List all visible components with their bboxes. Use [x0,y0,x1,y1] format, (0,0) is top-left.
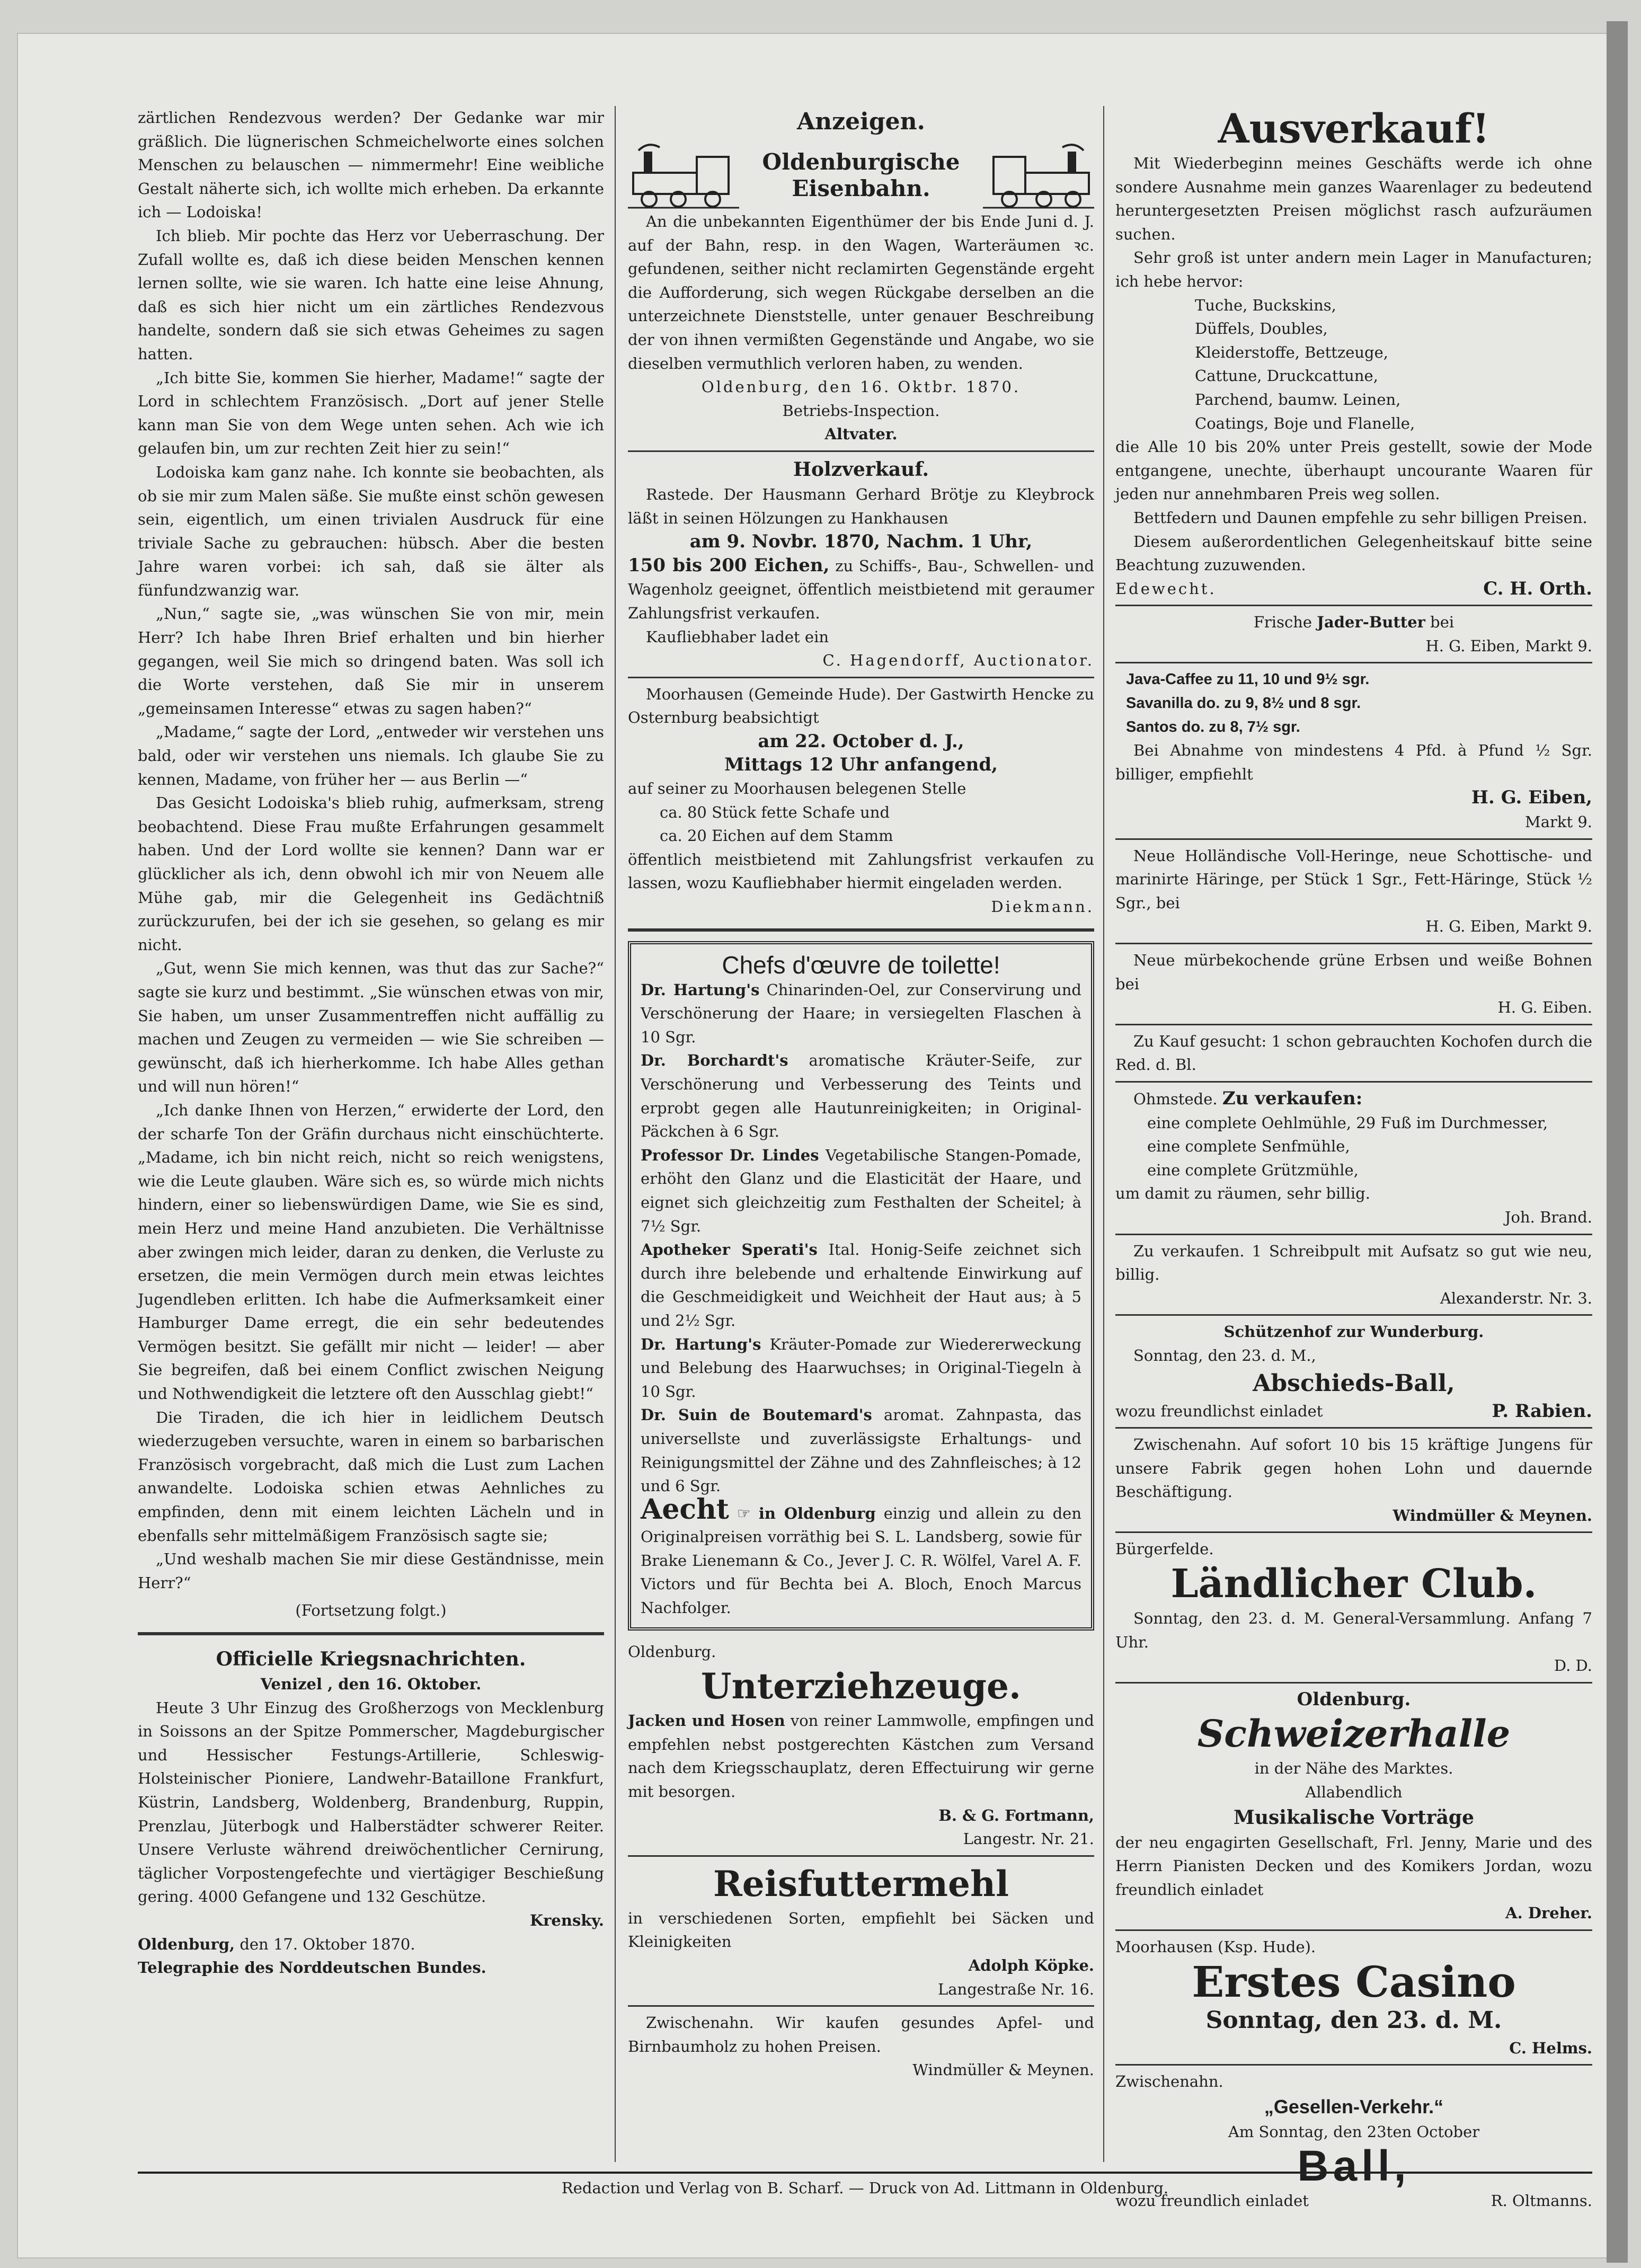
railway-title-line1: Oldenburgische [762,149,960,175]
coffee-price: Santos do. zu 8, 7½ sgr. [1126,718,1300,736]
unterzieh-products: Jacken und Hosen [628,1712,785,1730]
war-news [138,1646,604,1980]
kochofen-ad: Zu Kauf gesucht: 1 schon gebrauchten Kochofen durch die Red. d. Bl. [1115,1032,1592,1074]
war-news-title: Officielle Kriegsnachrichten. [216,1648,526,1670]
ads-header: Anzeigen. [797,108,925,135]
sale-intro: Mit Wiederbeginn meines Geschäfts werde ich ohne sondere Ausnahme mein ganzes Waarenlager zu bedeutend heruntergesetzten Preisen möglichst rasch aufzuräumen suchen. [1115,154,1592,243]
muehle-body: um damit zu räumen, sehr billig. [1115,1184,1370,1203]
schweizerhalle-ad [1115,1688,1592,1925]
apfel-signature: Windmüller & Meynen. [912,2061,1094,2079]
butter-signature: H. G. Eiben, Markt 9. [1425,636,1592,655]
erbsen-signature: H. G. Eiben. [1497,998,1592,1017]
muehle-place: Ohmstede. [1133,1089,1218,1108]
reis-address: Langestraße Nr. 16. [938,1980,1094,1998]
story-paragraph: Ich blieb. Mir pochte das Herz vor Ueberraschung. Der Zufall wollte es, daß ich diese beiden Menschen kennen lernen sollte, wie sie waren. Ich hatte eine leise Ahnung, daß es sich hier nicht um ein zärtliches Rendezvous handelte, sondern daß sie sich etwas Geheimes zu sagen hatten. [138,226,604,363]
divider [1115,1682,1592,1684]
reis-body: in verschiedenen Sorten, empfiehlt bei Säcken und Kleinigkeiten [628,1909,1094,1951]
railway-body: An die unbekannten Eigenthümer der bis Ende Juni d. J. auf der Bahn, resp. in den Wagen, Warteräumen ꝛc. gefundenen, seither nicht reclamirten Gegenstände ergeht die Aufforderung, sich wegen Rückgabe derselben an die unterzeichnete Dienststelle, unter genauer Beschreibung der von ihnen vermißten Gegenstände und Angabe, wo sie dieselben vermuthlich verloren haben, zu wenden. [628,212,1094,373]
war-news-place: Oldenburg, [138,1935,235,1953]
sale-item: Parchend, baumw. Leinen, [1195,390,1401,409]
club-title: Ländlicher Club. [1170,1561,1537,1607]
toilette-ad [628,941,1094,1631]
club-place: Bürgerfelde. [1115,1540,1214,1558]
schweizerhalle-body: der neu engagirten Gesellschaft, Frl. Jenny, Marie und des Herrn Pianisten Decken und des Komikers Jordan, wozu freundlich einladet [1115,1833,1592,1899]
product-name: Dr. Hartung's [641,1335,761,1353]
wunderburg-title: Schützenhof zur Wunderburg. [1223,1323,1484,1341]
ball-date: Am Sonntag, den 23ten October [1228,2122,1480,2141]
railway-date: Oldenburg, den 16. Oktbr. 1870. [701,378,1021,396]
schweizerhalle-sub: Allabendlich [1305,1783,1403,1802]
wunderburg-invite: wozu freundlichst einladet [1115,1402,1323,1420]
divider [1115,1427,1592,1429]
butter-prefix: Frische [1253,613,1312,632]
divider [628,450,1094,452]
unterziehzeuge-ad [628,1640,1094,1851]
divider [1115,1081,1592,1083]
divider [1115,605,1592,606]
unterzieh-place: Oldenburg. [628,1642,716,1661]
product-description: Kräuter-Pomade zur Wiedererweckung und Belebung des Haarwuchses; in Original-Tiegeln à 10 Sgr. [641,1335,1081,1401]
ball-title: Ball, [1297,2142,1411,2191]
toilette-title: Chefs d'œuvre de toilette! [722,951,1000,979]
club-body: Sonntag, den 23. d. M. General-Versammlung. Anfang 7 Uhr. [1115,1609,1592,1651]
club-signature: D. D. [1554,1656,1592,1675]
product-name: Professor Dr. Lindes [641,1146,819,1164]
war-news-source: Telegraphie des Norddeutschen Bundes. [138,1959,486,1977]
divider [1115,1314,1592,1316]
divider [628,677,1094,678]
apfelholz-ad [628,2011,1094,2082]
ball-place: Zwischenahn. [1115,2072,1223,2091]
auction-location: auf seiner zu Moorhausen belegenen Stelle [628,779,966,798]
auction-item: ca. 80 Stück fette Schafe und [660,803,890,821]
war-news-dateline: Venizel , den 16. Oktober. [260,1675,482,1693]
reis-signature: Adolph Köpke. [968,1956,1094,1974]
wood-sale-body: zu Schiffs-, Bau-, Schwellen- und Wagenholz geeignet, öffentlich meistbietend mit geraumer Zahlungsfrist verkaufen. [628,556,1094,622]
schweizerhalle-title: Schweizerhalle [1197,1712,1511,1756]
divider [1115,2064,1592,2066]
sale-prices: die Alle 10 bis 20% unter Preis gestellt, sowie der Mode entgangene, unechte, überhaupt uncourante Waaren für jeden nur annehmbaren Preis weg sollen. [1115,438,1592,503]
ball-signature: R. Oltmanns. [1491,2192,1592,2210]
club-ad [1115,1537,1592,1677]
war-news-body: Heute 3 Uhr Einzug des Großherzogs von Mecklenburg in Soissons an der Spitze Pommerscher, Magdeburgischer und Hessischer Festungs-Artillerie, Schleswig-Holsteinischer Pioniere, Landwehr-Bataillone Frankfurt, Küstrin, Landsberg, Woldenberg, Brandenburg, Ruppin, Prenzlau, Jüterbogk und Halberstädter schwerer Reiter. Unsere Verluste während dreiwöchentlicher Cernirung, täglicher Vorpostengefechte und viertägiger Beschießung gering. 4000 Gefangene und 132 Geschütze. [138,1698,604,1906]
product-description: aromatische Kräuter-Seife, zur Verschönerung und Verbesserung des Teints und erprobt gegen alle Hautunreinigkeiten; in Original-Päckchen à 6 Sgr. [641,1051,1081,1141]
butter-ad [1115,610,1592,658]
muehle-heading: Zu verkaufen: [1222,1087,1363,1109]
railway-ad [628,141,1094,446]
story-paragraph: „Und weshalb machen Sie mir diese Geständnisse, mein Herr?“ [138,1550,604,1592]
auction-time: Mittags 12 Uhr anfangend, [724,754,998,776]
ausverkauf-ad [1115,106,1592,600]
hering-signature: H. G. Eiben, Markt 9. [1425,917,1592,936]
schweizerhalle-program: Musikalische Vorträge [1234,1806,1474,1829]
jungen-body: Zwischenahn. Auf sofort 10 bis 15 kräftige Jungens für unsere Fabrik gegen hohen Lohn und dauernde Beschäftigung. [1115,1436,1592,1501]
column-2 [628,106,1094,2082]
reisfuttermehl-ad [628,1861,1094,2001]
product-description: Vegetabilische Stangen-Pomade, erhöht den Glanz und die Elasticität der Haare, und eignet sich gleichzeitig zum Festhalten der Scheitel; à 7½ Sgr. [641,1146,1082,1235]
railway-title-line2: Eisenbahn. [792,175,930,201]
auction-intro: Moorhausen (Gemeinde Hude). Der Gastwirth Hencke zu Osternburg beabsichtigt [628,685,1094,727]
wunderburg-signature: P. Rabien. [1492,1400,1592,1422]
story-paragraph: Die Tiraden, die ich hier in leidlichem Deutsch wiederzugeben versuchte, waren in einem so barbarischen Französisch vorgebracht, daß mich die Lust zum Lachen anwandelte. Lodoiska schien etwas Aehnliches zu empfinden, denn mit einem leichten Lächeln und in ebenfalls sehr mittelmäßigem Französisch sagte sie; [138,1408,604,1545]
war-news-signature: Krensky. [529,1911,604,1929]
unterzieh-title: Unterziehzeuge. [701,1665,1021,1707]
divider [1115,1024,1592,1025]
product-description: aromat. Zahnpasta, das universellste und zuverlässigste Erhaltungs- und Reinigungsmittel der Zähne und des Zahnfleisches; à 12 und 6 Sgr. [641,1406,1082,1495]
story-paragraph: Das Gesicht Lodoiska's blieb ruhig, aufmerksam, streng beobachtend. Diese Frau mußte Erfahrungen gesammelt haben. Und der Lord wollte sie kennen? Dann war er glücklicher als ich, denn obwohl ich mir von Neuem alle Mühe gab, mir die Gelegenheit ins Gedächtniß zurückzurufen, bei der ich sie gesehen, so gelang es mir nicht. [138,794,604,954]
pult-body: Zu verkaufen. 1 Schreibpult mit Aufsatz so gut wie neu, billig. [1115,1242,1592,1284]
story-paragraph: „Gut, wenn Sie mich kennen, was thut das zur Sache?“ sagte sie kurz und bestimmt. „Sie wünschen etwas von mir, Sie haben, um unser Zusammentreffen nicht auffällig zu machen und Zeugen zu vermeiden — wie Sie schreiben — gewünscht, daß ich hierherkomme. Ich habe Alles gethan und will nun hören!“ [138,959,604,1096]
ball-society: „Gesellen-Verkehr.“ [1264,2095,1444,2118]
divider [1115,662,1592,663]
product-name: Dr. Borchardt's [641,1051,788,1070]
wood-sale-signature: C. Hagendorff, Auctionator. [822,651,1094,670]
schweizerhalle-sub: in der Nähe des Marktes. [1254,1759,1453,1778]
column-divider [615,106,616,2162]
wood-sale-invite: Kaufliebhaber ladet ein [646,627,829,646]
ball-invite: wozu freundlich einladet [1115,2192,1309,2210]
divider [628,1855,1094,1857]
wood-sale-quantity: 150 bis 200 Eichen, [628,554,830,576]
schreibpult-ad [1115,1239,1592,1310]
column-1 [138,106,604,1980]
locomotive-icon [628,141,739,210]
pult-address: Alexanderstr. Nr. 3. [1440,1289,1592,1307]
schweizerhalle-signature: A. Dreher. [1505,1904,1592,1923]
sale-item: Cattune, Druckcattune, [1195,367,1378,385]
butter-product: Jader-Butter [1317,613,1425,632]
coffee-signature: H. G. Eiben, [1471,787,1592,809]
hering-body: Neue Holländische Voll-Heringe, neue Schottische- und marinirte Häringe, per Stück 1 Sgr., Fett-Häringe, Stück ½ Sgr., bei [1115,846,1592,912]
story-paragraph: „Madame,“ sagte der Lord, „entweder wir verstehen uns bald, oder wir verstehen uns niemals. Ich glaube Sie zu kennen, Madame, von früher her — aus Berlin —“ [138,723,604,789]
erbsen-body: Neue mürbekochende grüne Erbsen und weiße Bohnen bei [1115,951,1592,993]
wood-sale-title: Holzverkauf. [793,458,929,481]
story-paragraph: „Nun,“ sagte sie, „was wünschen Sie von mir, mein Herr? Ich habe Ihren Brief erhalten und bin hierher gegangen, weil Sie mich so dringend baten. Was soll ich die Worte verstehen, daß Sie mir in unserem „gemeinsamen Interesse“ etwas zu sagen haben?“ [138,605,604,717]
product-description: Ital. Honig-Seife zeichnet sich durch ihre belebende und erhaltende Einwirkung auf die Geschmeidigkeit und Weichheit der Haut aus; à 5 und 2½ Sgr. [641,1241,1082,1330]
railway-signature: Altvater. [824,425,898,444]
sale-place: Edewecht. [1115,579,1217,598]
unterzieh-signature: B. & G. Fortmann, [938,1806,1094,1824]
auction-body: öffentlich meistbietend mit Zahlungsfrist verkaufen zu lassen, wozu Kaufliebhaber hiermit eingeladen werden. [628,850,1094,892]
coffee-price: Java-Caffee zu 11, 10 und 9½ sgr. [1126,671,1370,688]
wood-sale-ad [628,456,1094,672]
sale-note: Diesem außerordentlichen Gelegenheitskauf bitte seine Beachtung zuzuwenden. [1115,532,1592,574]
column-3 [1115,106,1592,2213]
schweizerhalle-place: Oldenburg. [1297,1688,1411,1710]
coffee-address: Markt 9. [1525,813,1592,831]
divider [1115,838,1592,840]
unterzieh-body: von reiner Lammwolle, empfingen und empfehlen nebst postgerechten Kästchen zum Versand nach dem Kriegsschauplatz, deren Effectuirung wir gerne mit besorgen. [628,1712,1094,1801]
serial-story [138,106,604,1623]
coffee-price: Savanilla do. zu 9, 8½ und 8 sgr. [1126,695,1361,712]
coffee-body: Bei Abnahme von mindestens 4 Pfd. à Pfund ½ Sgr. billiger, empfiehlt [1115,741,1592,783]
coffee-ad [1115,668,1592,834]
story-paragraph: zärtlichen Rendezvous werden? Der Gedanke war mir gräßlich. Die lügnerischen Schmeichelworte eines solchen Menschen zu belauschen — nimmermehr! Eine weibliche Gestalt näherte sich, ich wollte mich erheben. Da erkannte ich — Lodoiska! [138,109,604,222]
product-name: Dr. Suin de Boutemard's [641,1406,872,1424]
column-divider [1103,106,1104,2162]
sale-title: Ausverkauf! [1218,105,1490,152]
sale-item: Coatings, Boje und Flanelle, [1195,414,1415,432]
divider [628,2005,1094,2007]
muehle-ad [1115,1087,1592,1229]
railway-dept: Betriebs-Inspection. [782,401,940,420]
page-edge [1607,21,1628,2263]
wunderburg-ball: Abschieds-Ball, [1253,1369,1455,1397]
story-paragraph: „Ich danke Ihnen von Herzen,“ erwiderte der Lord, den der scharfe Ton der Gräfin durchaus nicht einschüchterte. „Madame, ich bin nicht reich, nicht so reich wenigstens, wie die Leute glauben. Wäre sich es, so würde mich nichts hindern, einer so liebenswürdigen Dame, wie Sie es sind, mein Herz und meine Hand anzubieten. Die Verhältnisse aber zwingen mich leider, daran zu denken, die Verluste zu ersetzen, die mein Vermögen durch mein etwas leichtes Jugendleben erlitten. Ich habe die Aufmerksamkeit einer Hamburger Dame erregt, die ein sehr bedeutendes Vermögen besitzt. Sie gefällt mir nicht — leider! — aber Sie begreifen, daß bei einem Conflict zwischen Neigung und Nothwendigkeit die letztere oft den Ausschlag giebt!“ [138,1101,604,1403]
imprint-footer: Redaction und Verlag von B. Scharf. — Druck von Ad. Littmann in Oldenburg. [138,2172,1592,2197]
wunderburg-ad [1115,1320,1592,1423]
casino-title: Erstes Casino [1192,1956,1516,2007]
reis-title: Reisfuttermehl [713,1863,1009,1904]
butter-bei: bei [1430,613,1454,632]
muehle-item: eine complete Grützmühle, [1147,1160,1359,1179]
wood-sale-date: am 9. Novbr. 1870, Nachm. 1 Uhr, [689,531,1033,553]
divider [1115,1531,1592,1533]
unterzieh-address: Langestr. Nr. 21. [963,1830,1094,1848]
locomotive-icon [983,141,1094,210]
wood-sale-intro: Rastede. Der Hausmann Gerhard Brötje zu Kleybrock läßt in seinen Hölzungen zu Hankhausen [628,485,1094,527]
product-description: Chinarinden-Oel, zur Conservirung und Verschönerung der Haare; in versiegelten Flaschen à 10 Sgr. [641,980,1082,1046]
muehle-item: eine complete Oehlmühle, 29 Fuß im Durchmesser, [1147,1113,1548,1132]
sale-signature: C. H. Orth. [1483,578,1592,599]
toilette-retailers: einzig und allein zu den Originalpreisen vorräthig bei S. L. Landsberg, sowie für Brake Lienemann & Co., Jever J. C. R. Wölfel, Varel A. F. Victors und für Bechta bei A. Bloch, Enoch Marcus Nachfolger. [641,1504,1082,1617]
divider [1115,943,1592,944]
product-name: Apotheker Sperati's [641,1241,818,1259]
erbsen-ad [1115,949,1592,1020]
divider [1115,1234,1592,1235]
casino-place: Moorhausen (Ksp. Hude). [1115,1938,1316,1956]
divider [138,1632,604,1635]
casino-date: Sonntag, den 23. d. M. [1205,2006,1502,2034]
product-name: Dr. Hartung's [641,980,760,999]
continued-note: (Fortsetzung folgt.) [295,1601,447,1620]
divider [1115,1929,1592,1931]
jungen-signature: Windmüller & Meynen. [1392,1506,1592,1525]
pointing-hand-icon: ☞ [737,1504,751,1522]
hering-ad [1115,844,1592,938]
auction-signature: Diekmann. [991,898,1094,916]
casino-ad [1115,1935,1592,2060]
sale-bedding: Bettfedern und Daunen empfehle zu sehr billigen Preisen. [1133,508,1587,527]
muehle-signature: Joh. Brand. [1504,1208,1592,1226]
sale-item: Düffels, Doubles, [1195,320,1328,338]
sale-item: Kleiderstoffe, Bettzeuge, [1195,343,1389,361]
jungen-ad [1115,1433,1592,1527]
toilette-location: in Oldenburg [758,1504,876,1522]
auction-date: am 22. October d. J., [758,730,964,752]
casino-signature: C. Helms. [1509,2039,1592,2057]
muehle-item: eine complete Senfmühle, [1147,1137,1350,1156]
sale-item: Tuche, Buckskins, [1195,296,1336,314]
wunderburg-date: Sonntag, den 23. d. M., [1133,1346,1316,1365]
sale-lager: Sehr groß ist unter andern mein Lager in Manufacturen; ich hebe hervor: [1115,249,1592,290]
auction-item: ca. 20 Eichen auf dem Stamm [660,827,893,845]
story-paragraph: Lodoiska kam ganz nahe. Ich konnte sie beobachten, als ob sie mir zum Malen säße. Sie mußte einst schön gewesen sein, eigentlich, um einen trivialen Ausdruck für eine triviale Sache zu gebrauchen: hübsch. Aber die besten Jahre waren vorbei: ich sah, daß sie älter als fünfundzwanzig war. [138,463,604,599]
apfel-body: Zwischenahn. Wir kaufen gesundes Apfel- und Birnbaumholz zu hohen Preisen. [628,2014,1094,2056]
moorhausen-auction-ad [628,683,1094,919]
aecht-label: Aecht [641,1493,729,1526]
war-news-date: den 17. Oktober 1870. [240,1935,415,1953]
divider [628,928,1094,932]
story-paragraph: „Ich bitte Sie, kommen Sie hierher, Madame!“ sagte der Lord in schlechtem Französisch. „Dort auf jener Stelle kann man Sie von dem Wege unten sehen. Ach wie ich gelaufen bin, um zur rechten Zeit hier zu sein!“ [138,368,604,458]
